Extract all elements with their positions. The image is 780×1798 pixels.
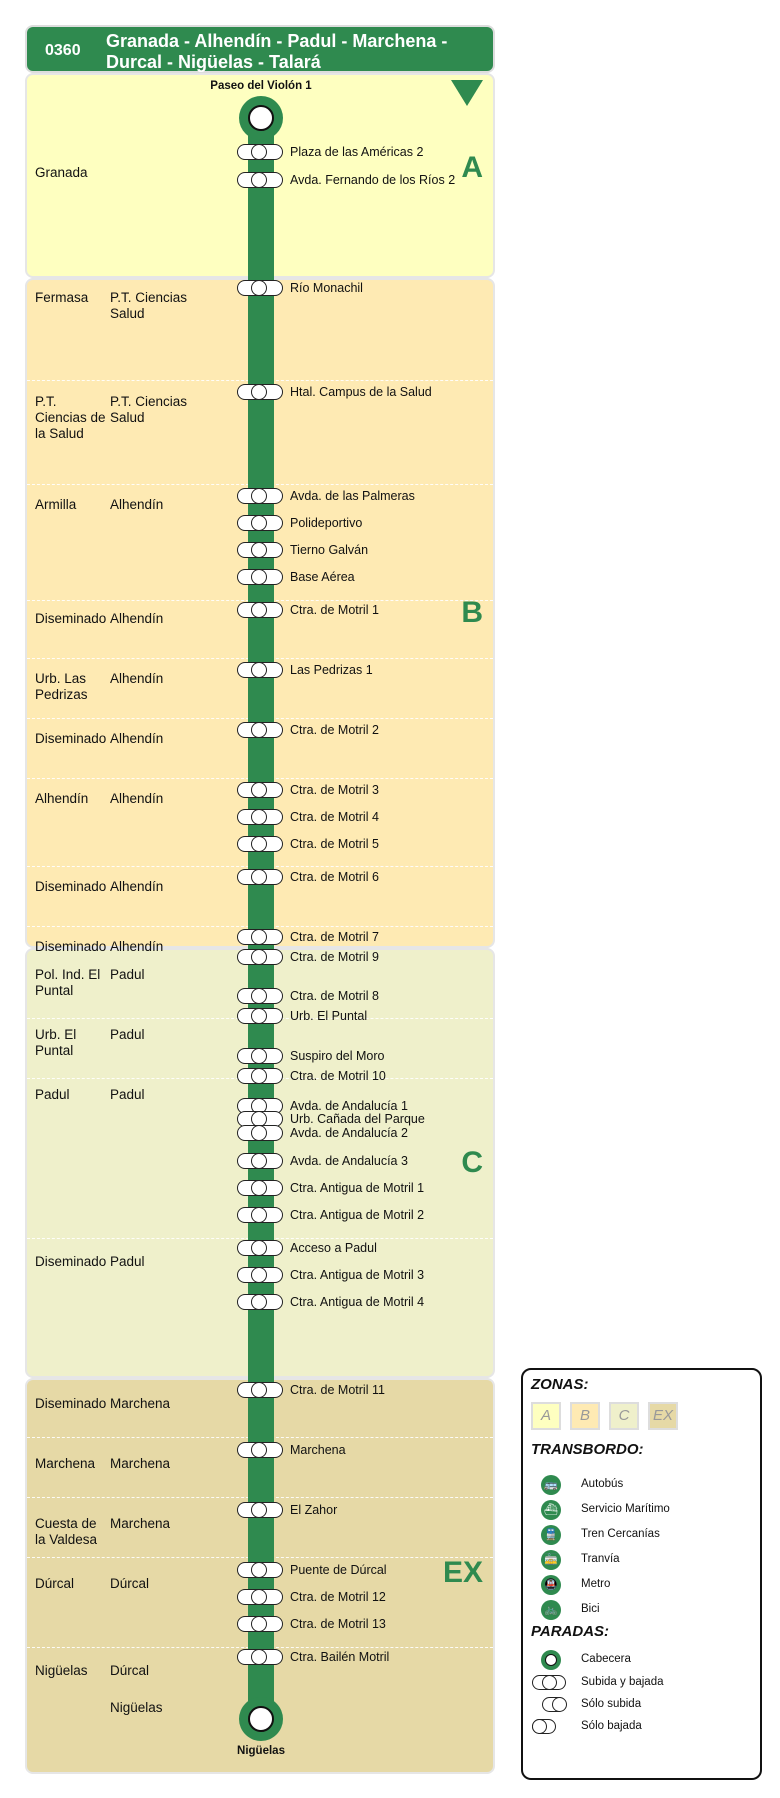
stop-marker[interactable] [237, 1382, 283, 1398]
locality-label: Padul [110, 1087, 145, 1102]
municipality-label: Cuesta de la Valdesa [35, 1516, 98, 1547]
locality-label: Alhendín [110, 731, 164, 746]
legend-transfer-metro: Metro [581, 1578, 611, 1590]
locality-label: Marchena [110, 1516, 171, 1531]
stop-marker[interactable] [237, 1616, 283, 1632]
legend-stops-title: PARADAS: [531, 1623, 610, 1640]
stop-label: Ctra. de Motril 4 [290, 810, 379, 824]
stop-label: Ctra. Antigua de Motril 4 [290, 1295, 425, 1309]
municipality-label: Diseminado [35, 879, 107, 894]
stop-label: Ctra. de Motril 11 [290, 1383, 385, 1397]
locality-label: Padul [110, 1254, 145, 1269]
zone-c-label: C [461, 1146, 483, 1179]
stop-label: El Zahor [290, 1503, 338, 1517]
municipality-label: P.T. Ciencias de la Salud [35, 394, 106, 441]
stop-marker[interactable] [237, 384, 283, 400]
stop-label: Avda. de Andalucía 2 [290, 1126, 408, 1140]
legend-stop-board-only: Sólo subida [581, 1698, 642, 1710]
stop-label: Ctra. Antigua de Motril 1 [290, 1181, 425, 1195]
stop-marker[interactable] [237, 988, 283, 1004]
municipality-label: Diseminado [35, 1396, 107, 1411]
legend-transfer-title: TRANSBORDO: [531, 1441, 644, 1458]
metro-icon: 🚇 [541, 1575, 561, 1595]
locality-label: Padul [110, 967, 145, 982]
legend-zones-title: ZONAS: [531, 1376, 589, 1393]
stop-marker[interactable] [237, 1180, 283, 1196]
municipality-label: Nigüelas [35, 1663, 88, 1678]
bike-icon: 🚲 [541, 1600, 561, 1620]
locality-label: Alhendín [110, 497, 164, 512]
stop-label: Avda. de las Palmeras [290, 489, 415, 503]
municipality-label: Pol. Ind. El Puntal [35, 967, 101, 998]
stop-marker[interactable] [237, 1008, 283, 1024]
stop-label: Polideportivo [290, 516, 363, 530]
stop-marker[interactable] [237, 602, 283, 618]
stop-marker[interactable] [237, 662, 283, 678]
stop-marker[interactable] [237, 722, 283, 738]
stop-label: Plaza de las Américas 2 [290, 145, 424, 159]
stop-label: Ctra. de Motril 12 [290, 1590, 386, 1604]
zone-ex-label: EX [442, 1556, 483, 1589]
municipality-label: Diseminado [35, 939, 107, 954]
locality-label: Marchena [110, 1396, 171, 1411]
stop-label: Ctra. Antigua de Motril 2 [290, 1208, 425, 1222]
stop-marker[interactable] [237, 1207, 283, 1223]
stop-label: Puente de Dúrcal [290, 1563, 387, 1577]
terminal-stop-icon [541, 1650, 561, 1670]
stop-marker[interactable] [237, 1068, 283, 1084]
stop-marker[interactable] [237, 1649, 283, 1665]
locality-label: Alhendín [110, 939, 164, 954]
stop-label: Base Aérea [290, 570, 355, 584]
stop-marker[interactable] [237, 1562, 283, 1578]
zone-b-label: B [461, 596, 483, 629]
alight-only-stop-icon [532, 1719, 556, 1734]
locality-label: Padul [110, 1027, 145, 1042]
train-icon: 🚆 [541, 1525, 561, 1545]
origin-terminal-label: Paseo del Violón 1 [210, 80, 312, 92]
stop-marker[interactable] [237, 569, 283, 585]
municipality-label: Granada [35, 165, 88, 180]
stop-marker[interactable] [237, 280, 283, 296]
stop-label: Tierno Galván [290, 543, 369, 557]
stop-label: Htal. Campus de la Salud [290, 385, 432, 399]
legend-transfer-tram: Tranvía [581, 1553, 620, 1565]
locality-label: Alhendín [110, 791, 164, 806]
legend-zone-a: A [531, 1402, 561, 1430]
stop-marker[interactable] [237, 869, 283, 885]
municipality-label: Urb. Las Pedrizas [35, 671, 88, 702]
stop-label: Urb. Cañada del Parque [290, 1112, 425, 1126]
direction-arrow-icon [451, 80, 483, 106]
stop-label: Avda. de Andalucía 1 [290, 1099, 408, 1113]
stop-marker[interactable] [237, 782, 283, 798]
municipality-label: Urb. El Puntal [35, 1027, 77, 1058]
municipality-label: Marchena [35, 1456, 96, 1471]
destination-terminal-label: Nigüelas [237, 1745, 285, 1757]
stop-marker[interactable] [237, 1267, 283, 1283]
municipality-label: Alhendín [35, 791, 89, 806]
stop-marker[interactable] [237, 1125, 283, 1141]
municipality-label: Diseminado [35, 1254, 107, 1269]
stop-marker[interactable] [237, 488, 283, 504]
route-title-line-2: Durcal - Nigüelas - Talará [106, 52, 321, 72]
stop-label: Ctra. Antigua de Motril 3 [290, 1268, 425, 1282]
locality-label: P.T. Ciencias Salud [110, 290, 188, 321]
stop-marker[interactable] [237, 515, 283, 531]
locality-label: Nigüelas [110, 1700, 163, 1715]
municipality-label: Armilla [35, 497, 77, 512]
legend-stop-terminal: Cabecera [581, 1653, 631, 1665]
stop-label: Suspiro del Moro [290, 1049, 385, 1063]
legend-zone-ex: EX [648, 1402, 678, 1430]
stop-label: Ctra. de Motril 10 [290, 1069, 386, 1083]
board-only-stop-icon [542, 1697, 566, 1712]
stop-marker[interactable] [237, 1589, 283, 1605]
legend-transfer-bus: Autobús [581, 1478, 624, 1490]
stop-label: Ctra. de Motril 13 [290, 1617, 386, 1631]
stop-label: Acceso a Padul [290, 1241, 377, 1255]
stop-marker[interactable] [237, 542, 283, 558]
bus-icon: 🚌 [541, 1475, 561, 1495]
destination-terminal-stop[interactable] [239, 1697, 283, 1741]
legend-transfer-ship: Servicio Marítimo [581, 1503, 670, 1515]
route-line [248, 108, 274, 1723]
stop-marker[interactable] [237, 1294, 283, 1310]
municipality-label: Diseminado [35, 611, 107, 626]
locality-label: Alhendín [110, 879, 164, 894]
zone-a-label: A [461, 151, 483, 184]
stop-marker[interactable] [237, 1048, 283, 1064]
legend-stop-alight-only: Sólo bajada [581, 1720, 642, 1732]
stop-marker[interactable] [237, 172, 283, 188]
locality-label: Alhendín [110, 671, 164, 686]
locality-label: P.T. Ciencias Salud [110, 394, 188, 425]
stop-label: Ctra. de Motril 5 [290, 837, 379, 851]
stop-label: Avda. de Andalucía 3 [290, 1154, 408, 1168]
legend-zone-c: C [609, 1402, 639, 1430]
tram-icon: 🚋 [541, 1550, 561, 1570]
stop-label: Avda. Fernando de los Ríos 2 [290, 173, 456, 187]
route-title-line-1: Granada - Alhendín - Padul - Marchena - [106, 31, 448, 51]
stop-label: Ctra. de Motril 7 [290, 930, 379, 944]
stop-label: Marchena [290, 1443, 346, 1457]
municipality-label: Diseminado [35, 731, 107, 746]
stop-label: Ctra. de Motril 1 [290, 603, 379, 617]
stop-label: Ctra. Bailén Motril [290, 1650, 390, 1664]
stop-marker[interactable] [237, 949, 283, 965]
stop-label: Ctra. de Motril 3 [290, 783, 379, 797]
stop-label: Río Monachil [290, 281, 363, 295]
stop-marker[interactable] [237, 1502, 283, 1518]
stop-marker[interactable] [237, 809, 283, 825]
board-alight-stop-icon [532, 1675, 566, 1690]
stop-marker[interactable] [237, 1153, 283, 1169]
legend-stop-board-alight: Subida y bajada [581, 1676, 664, 1688]
route-header [25, 25, 495, 73]
stop-marker[interactable] [237, 1442, 283, 1458]
stop-marker[interactable] [237, 144, 283, 160]
stop-marker[interactable] [237, 1240, 283, 1256]
municipality-label: Fermasa [35, 290, 89, 305]
locality-label: Marchena [110, 1456, 171, 1471]
locality-label: Alhendín [110, 611, 164, 626]
stop-label: Ctra. de Motril 6 [290, 870, 379, 884]
stop-label: Las Pedrizas 1 [290, 663, 373, 677]
stop-marker[interactable] [237, 836, 283, 852]
origin-terminal-stop[interactable] [239, 96, 283, 140]
stop-label: Ctra. de Motril 2 [290, 723, 379, 737]
locality-label: Dúrcal [110, 1663, 150, 1678]
stop-label: Urb. El Puntal [290, 1009, 368, 1023]
stop-label: Ctra. de Motril 8 [290, 989, 379, 1003]
municipality-label: Padul [35, 1087, 70, 1102]
legend-transfer-bike: Bici [581, 1603, 600, 1615]
ship-icon: ⛴ [541, 1500, 561, 1520]
legend-zone-b: B [570, 1402, 600, 1430]
stop-marker[interactable] [237, 929, 283, 945]
legend-transfer-train: Tren Cercanías [581, 1528, 660, 1540]
municipality-label: Dúrcal [35, 1576, 75, 1591]
locality-label: Dúrcal [110, 1576, 150, 1591]
stop-label: Ctra. de Motril 9 [290, 950, 379, 964]
route-code: 0360 [45, 42, 81, 59]
legend-box [521, 1368, 762, 1780]
